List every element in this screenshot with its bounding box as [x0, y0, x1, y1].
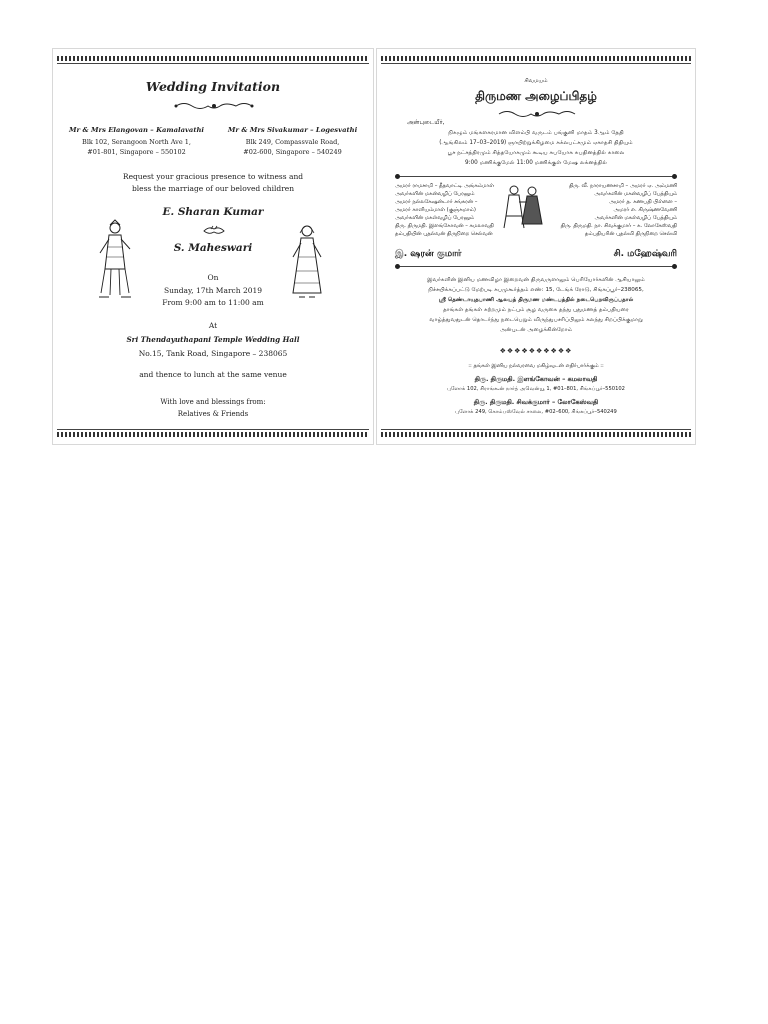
muhurtham-line1: நிகழும் மங்களகரமான விளம்பி வருடம் பங்குனி மாதம் 3ஆம் தேதி	[448, 130, 624, 136]
groom-relative-line: திரு. திருமதி. இளங்கோவன் – கமலாவதி	[395, 223, 494, 229]
date-block	[53, 272, 373, 310]
couple-illustration	[500, 182, 546, 230]
bride-parents-names: Mr & Mrs Elangovan – Kamalavathi	[68, 126, 204, 134]
invitation-body	[377, 275, 695, 335]
body-line: இவர்களின் இனிய மணவிழா இறைவன் திருவருளாலும் பெரியோர்களின் ஆசியாலும்	[427, 277, 645, 283]
bride-name-tamil: சி. மஹேஷ்வரி	[613, 249, 677, 259]
top-border-line	[57, 63, 369, 64]
muhurtham-line4: 9:00 மணிக்குமேல் 11:00 மணிக்குள் மேஷ லக்னத்தில்	[465, 160, 607, 166]
joined-hands-icon	[203, 223, 225, 237]
bride-relative-line: அவர்களின் மகன்வழிப் பேத்தியும்	[594, 191, 677, 197]
host1-names: திரு. திருமதி. இளங்கோவன் – கமலாவதி	[474, 375, 598, 383]
greeting: அன்புடையீர்,	[407, 119, 445, 126]
groom-name-tamil: இ. ஷரன் குமார்	[395, 249, 462, 259]
divider	[397, 266, 675, 267]
invitation-title: Wedding Invitation	[145, 79, 281, 94]
bottom-border-ornament	[381, 432, 691, 437]
groom-relative-line: அவர்களின் மகன்வழிப் பேரனும்	[395, 191, 475, 197]
venue-line: ஸ்ரீ தெண்டாயுதபாணி ஆலயத் திருமண மண்டபத்தில் நடைபெறவிருப்பதால்	[438, 297, 634, 303]
closing-line1: With love and blessings from:	[160, 398, 266, 406]
groom-parents-names: Mr & Mrs Sivakumar – Logesvathi	[227, 126, 358, 134]
host1-address: புளோக் 102, சிராங்கூன் நார்த் அவென்யூ 1, #01–801, சிங்கப்பூர்–550102	[447, 386, 625, 392]
on-label: On	[207, 273, 219, 282]
top-border-line	[381, 63, 691, 64]
top-border-ornament	[57, 56, 369, 61]
tamil-invitation-card	[376, 48, 696, 445]
groom-parents-address1: Blk 249, Compassvale Road,	[245, 138, 340, 146]
wedding-date: Sunday, 17th March 2019	[163, 285, 263, 295]
venue-name: Sri Thendayuthapani Temple Wedding Hall	[126, 335, 300, 344]
bride-relative-line: தம்பதியரின் புதல்வி திருநிறை செல்வி	[584, 231, 677, 237]
muhurtham-line2: (ஆங்கிலம் 17–03–2019) ஞாயிற்றுக்கிழமை சுக்லபட்சமும் ஏகாதசி திதியும்	[439, 140, 633, 146]
bride-name: S. Maheswari	[173, 242, 253, 254]
bride-relatives	[561, 182, 677, 238]
muhurtham-paragraph	[377, 128, 695, 168]
groom-relative-line: தம்பதியின் புதல்வன் திருநிறை செல்வன்	[395, 231, 493, 237]
wedding-time: From 9:00 am to 11:00 am	[162, 298, 264, 307]
groom-relatives	[395, 182, 494, 238]
body-line: நிச்சயிக்கப்பட்டு மேற்படி சுபமுகூர்த்தம் எண்: 15, டேங்க் ரோடு, சிங்கப்பூர்–238065,	[428, 287, 644, 293]
star-ornament: ❖❖❖❖❖❖❖❖❖❖	[499, 347, 573, 355]
english-invitation-card	[52, 48, 374, 445]
request-text	[53, 171, 373, 195]
bride-relative-line: திரு. திருமதி. நா. சிவக்குமார் – க. லோகேஸ்வதி	[560, 223, 677, 229]
bottom-border-ornament	[57, 432, 369, 437]
closing-line2: Relatives & Friends	[177, 410, 249, 418]
bottom-border-line	[381, 429, 691, 430]
welcome-line: :: தங்கள் இனிய நல்வரவை மகிழ்வுடன் எதிர்பார்க்கும் ::	[468, 363, 604, 369]
groom-parents-block	[215, 126, 370, 157]
groom-relative-line: அமரர் காளியம்மாள் (குஞ்சுமாம்)	[395, 207, 476, 213]
tamil-title: திருமண அழைப்பிதழ்	[475, 89, 597, 103]
request-line2: bless the marriage of our beloved children	[131, 184, 295, 193]
host2-address: புளோக் 249, கொம்பஸ்வேல் சாலை, #02–600, சிங்கப்பூர்–540249	[455, 409, 617, 415]
groom-parents-address2: #02-600, Singapore – 540249	[243, 147, 342, 156]
top-border-ornament	[381, 56, 691, 61]
bride-relative-line: அமரர் எ. கிருஷ்ணவேணி	[613, 207, 677, 213]
divider	[397, 176, 675, 177]
flourish-ornament	[174, 101, 254, 111]
request-line1: Request your gracious presence to witness and	[122, 172, 304, 181]
muhurtham-line3: பூச நட்சத்திரமும் சித்தயோகமும் கூடிய சுபயோக சுபதினத்தில் காலை	[447, 150, 625, 156]
body-line: தாங்கள் தங்கள் சுற்றமும் நட்பும் சூழ வருகை தந்து புதுமணத் தம்பதியரை	[443, 307, 629, 313]
host2-names: திரு. திருமதி. சிவக்குமார் – லோகேஸ்வதி	[473, 398, 599, 406]
bride-parents-address2: #01-801, Singapore – 550102	[87, 147, 186, 156]
body-line: அன்புடன் அழைக்கின்றோம்	[499, 327, 573, 333]
sivamayam-header: சிவமயம்	[524, 78, 548, 84]
body-line: வாழ்த்துவதுடன் தொடர்ந்து நடைபெறும் விருந்துபசரிப்பிலும் கலந்து சிறப்பிக்குமாறு	[429, 317, 643, 323]
lunch-note: and thence to lunch at the same venue	[139, 370, 287, 379]
bottom-border-line	[57, 429, 369, 430]
bride-relative-line: அமரர் த. கணபதி பிள்ளை –	[609, 199, 677, 205]
bride-parents-block	[59, 126, 214, 157]
bride-parents-address1: Blk 102, Serangoon North Ave 1,	[82, 138, 191, 146]
groom-name: E. Sharan Kumar	[162, 206, 264, 218]
groom-relative-line: அமரர் ராமசாமி – தீதவாட்டி அங்கம்மாள்	[395, 183, 494, 189]
groom-relative-line: அவர்களின் மகள்வழிப் பேரனும்	[395, 215, 474, 221]
flourish-ornament	[497, 109, 577, 119]
bride-relative-line: திரு. வீ. நாராயணசாமி – அமரர் ஏ. அம்மணி	[568, 183, 677, 189]
at-label: At	[208, 321, 218, 330]
bride-relative-line: அவர்களின் மகள்வழிப் பேத்தியும்	[594, 215, 677, 221]
venue-address: No.15, Tank Road, Singapore – 238065	[138, 349, 288, 358]
groom-relative-line: அமரர் நல்லகேஷன்டார் சங்கரன் –	[395, 199, 478, 205]
closing-block	[53, 396, 373, 420]
